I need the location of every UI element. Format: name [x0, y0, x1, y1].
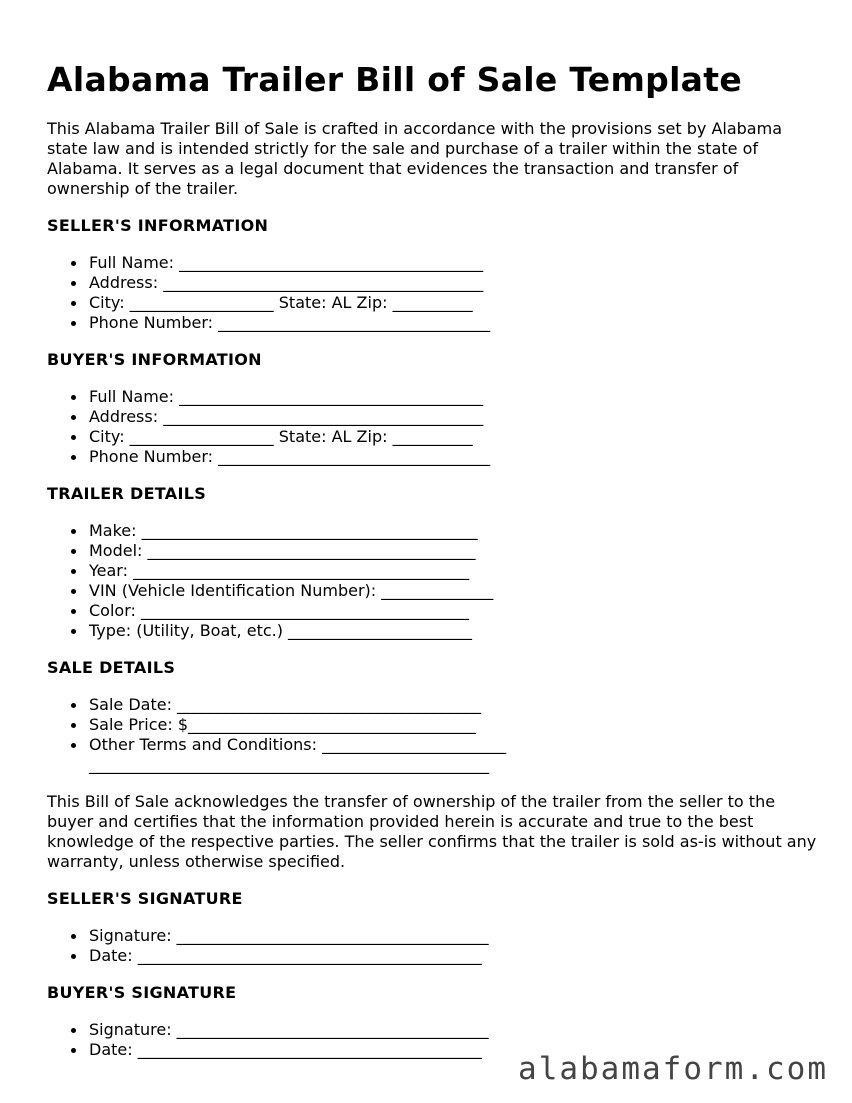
buyer-signature-field: Signature: _______________________________________: [89, 1020, 817, 1040]
buyer-info-heading: BUYER'S INFORMATION: [47, 350, 262, 369]
sale-details-list: [47, 695, 817, 775]
other-terms-continuation-line: __________________________________________________: [89, 755, 489, 774]
intro-paragraph: This Alabama Trailer Bill of Sale is crafted in accordance with the provisions set by Alabama state law and is intended strictly for the sale and purchase of a trailer within the state of Alabama. It serves as a legal document that evidences the transaction and transfer of ownership of the trailer.: [47, 119, 782, 198]
trailer-make-field: Make: __________________________________________: [89, 521, 817, 541]
trailer-vin-field: VIN (Vehicle Identification Number): ______________: [89, 581, 817, 601]
seller-full-name-field: Full Name: ______________________________________: [89, 253, 817, 273]
seller-phone-field: Phone Number: __________________________________: [89, 313, 817, 333]
site-watermark: alabamaform.com: [518, 1051, 828, 1087]
seller-signature-heading: SELLER'S SIGNATURE: [47, 889, 243, 908]
buyer-signature-date-field: Date: ___________________________________________: [89, 1040, 817, 1060]
seller-city-state-zip-field: City: __________________ State: AL Zip: __________: [89, 293, 817, 313]
sale-date-field: Sale Date: ______________________________________: [89, 695, 817, 715]
trailer-color-field: Color: _________________________________________: [89, 601, 817, 621]
seller-signature-field: Signature: _______________________________________: [89, 926, 817, 946]
buyer-address-field: Address: ________________________________________: [89, 407, 817, 427]
sale-details-heading: SALE DETAILS: [47, 658, 176, 677]
buyer-signature-heading: BUYER'S SIGNATURE: [47, 983, 237, 1002]
trailer-model-field: Model: _________________________________________: [89, 541, 817, 561]
trailer-details-list: [47, 521, 817, 641]
buyer-phone-field: Phone Number: __________________________________: [89, 447, 817, 467]
other-terms-label: Other Terms and Conditions: _______________________: [89, 735, 507, 754]
trailer-details-heading: TRAILER DETAILS: [47, 484, 207, 503]
seller-address-field: Address: ________________________________________: [89, 273, 817, 293]
seller-info-heading: SELLER'S INFORMATION: [47, 216, 269, 235]
trailer-year-field: Year: __________________________________________: [89, 561, 817, 581]
seller-signature-date-field: Date: ___________________________________________: [89, 946, 817, 966]
seller-info-list: [47, 253, 817, 333]
trailer-type-field: Type: (Utility, Boat, etc.) _______________________: [89, 621, 817, 641]
sale-price-field: Sale Price: $____________________________________: [89, 715, 817, 735]
buyer-city-state-zip-field: City: __________________ State: AL Zip: __________: [89, 427, 817, 447]
buyer-full-name-field: Full Name: ______________________________________: [89, 387, 817, 407]
seller-signature-list: [47, 926, 817, 966]
closing-paragraph: This Bill of Sale acknowledges the transfer of ownership of the trailer from the seller to the buyer and certifies that the information provided herein is accurate and true to the best knowledge of the respective parties. The seller confirms that the trailer is sold as-is without any warranty, unless otherwise specified.: [47, 792, 817, 871]
buyer-info-list: [47, 387, 817, 467]
document-page: [47, 58, 817, 1060]
page-title: Alabama Trailer Bill of Sale Template: [47, 60, 743, 99]
other-terms-field: [89, 735, 817, 775]
